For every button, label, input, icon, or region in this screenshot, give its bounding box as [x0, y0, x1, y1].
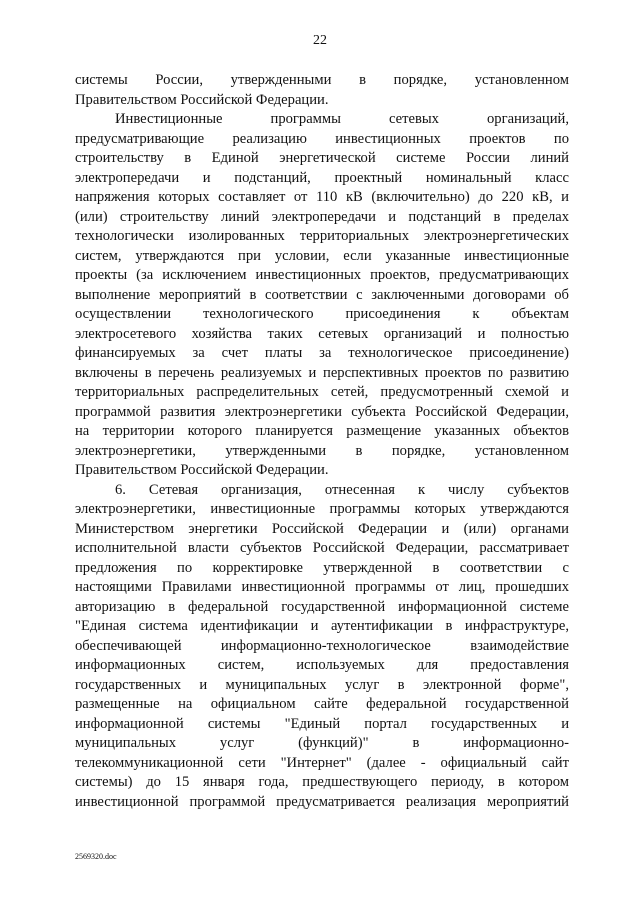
text-line: информационных систем, используемых для предоставления: [75, 657, 569, 673]
text-line: Правительством Российской Федерации.: [75, 462, 329, 478]
text-line: государственных и муниципальных услуг в электронной форме",: [75, 676, 569, 693]
text-line: системы России, утвержденными в порядке, установленном: [75, 72, 569, 88]
text-line: финансируемых за счет платы за технологическое присоединение): [75, 345, 569, 361]
text-line: размещенные на официальном сайте федеральной государственной: [75, 696, 569, 712]
text-line: исполнительной власти субъектов Российской Федерации, рассматривает: [75, 540, 569, 556]
document-filename: 2569320.doc: [75, 852, 117, 861]
text-line: обеспечивающей информационно-технологическое взаимодействие: [75, 637, 569, 654]
text-line: настоящими Правилами инвестиционной программы от лиц, прошедших: [75, 579, 569, 595]
text-line: Правительством Российской Федерации.: [75, 91, 329, 108]
text-line: (или) строительству линий электропередачи и подстанций в пределах: [75, 208, 569, 225]
text-line: систем, утверждаются при условии, если указанные инвестиционные: [75, 247, 569, 264]
text-line: 6. Сетевая организация, отнесенная к числу субъектов: [115, 481, 569, 498]
text-line: Инвестиционные программы сетевых организаций,: [115, 111, 569, 127]
text-line: электроэнергетики, инвестиционные программы которых утверждаются: [75, 501, 569, 517]
text-line: информационной системы "Единый портал государственных и: [75, 715, 569, 732]
text-line: электропередачи и подстанций, проектный номинальный класс: [75, 169, 569, 186]
text-line: телекоммуникационной сети "Интернет" (далее - официальный сайт: [75, 754, 569, 771]
document-body: [75, 71, 569, 812]
text-line: электросетевого хозяйства таких сетевых организаций и полностью: [75, 325, 569, 342]
text-line: программой развития электроэнергетики субъекта Российской Федерации,: [75, 403, 569, 420]
page-number: 22: [313, 33, 327, 48]
text-line: проекты (за исключением инвестиционных проектов, предусматривающих: [75, 267, 569, 283]
text-line: "Единая система идентификации и аутентификации в инфраструктуре,: [75, 618, 569, 634]
text-line: предусматривающие реализацию инвестиционных проектов по: [75, 130, 569, 147]
text-line: территориальных распределительных сетей, предусмотренный схемой и: [75, 384, 569, 400]
text-line: системы) до 15 января года, предшествующего периоду, в котором: [75, 774, 569, 790]
text-line: строительству в Единой энергетической системе России линий: [75, 150, 569, 166]
text-line: технологически изолированных территориальных электроэнергетических: [75, 228, 569, 244]
text-line: авторизацию в федеральной государственной информационной системе: [75, 598, 569, 615]
text-line: на территории которого планируется размещение указанных объектов: [75, 423, 569, 439]
text-line: Министерством энергетики Российской Федерации и (или) органами: [75, 520, 569, 537]
text-line: выполнение мероприятий в соответствии с заключенными договорами об: [75, 286, 569, 303]
text-line: муниципальных услуг (функций)" в информационно-: [75, 735, 569, 751]
text-line: инвестиционной программой предусматривается реализация мероприятий: [75, 793, 569, 810]
text-line: предложения по корректировке утвержденной в соответствии с: [75, 559, 569, 576]
text-line: электроэнергетики, утвержденными в порядке, установленном: [75, 442, 569, 459]
text-line: включены в перечень реализуемых и перспективных проектов по развитию: [75, 364, 569, 381]
text-line: напряжения которых составляет от 110 кВ (включительно) до 220 кВ, и: [75, 189, 569, 205]
text-line: осуществлении технологического присоединения к объектам: [75, 306, 569, 322]
